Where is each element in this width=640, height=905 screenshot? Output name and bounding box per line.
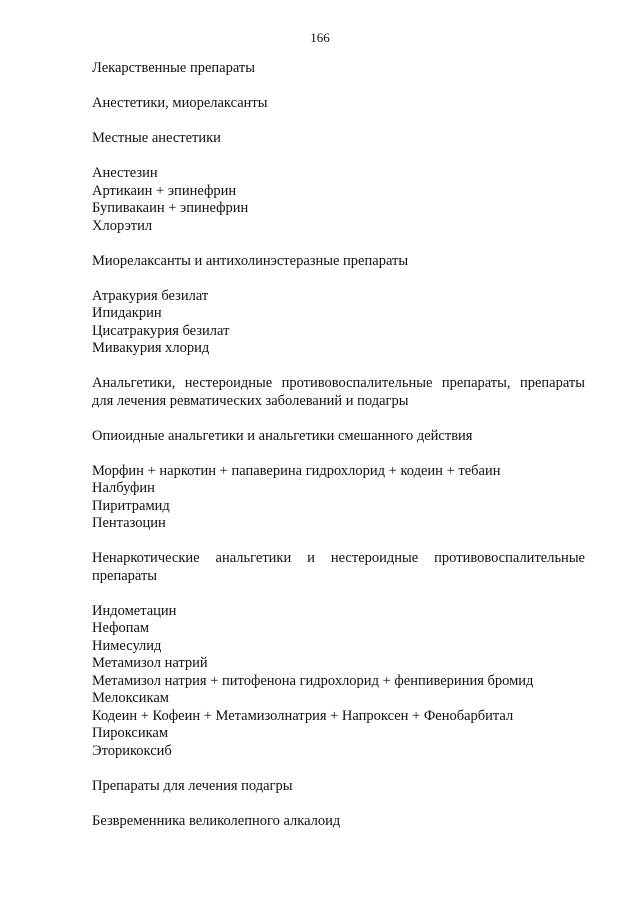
list-item: Анестезин: [92, 165, 158, 181]
heading-line: для лечения ревматических заболеваний и подагры: [92, 392, 409, 409]
section-heading-analgesics: [92, 375, 585, 410]
list-item: Ипидакрин: [92, 305, 162, 321]
opioids-list: [92, 463, 585, 533]
section-heading-nonnarcotic: [92, 550, 585, 585]
list-item: Пиритрамид: [92, 497, 170, 514]
list-item: Нимесулид: [92, 637, 162, 654]
list-item: Цисатракурия безилат: [92, 322, 230, 339]
page-number: 166: [310, 30, 330, 45]
section-heading-gout: Препараты для лечения подагры: [92, 777, 293, 794]
list-item: Атракурия безилат: [92, 287, 209, 304]
list-item: Бупивакаин + эпинефрин: [92, 200, 249, 216]
nonnarcotics-list: [92, 603, 585, 761]
list-item: Безвременника великолепного алкалоид: [92, 812, 341, 829]
muscle-relaxants-list: [92, 288, 585, 358]
local-anesthetics-list: [92, 165, 585, 235]
list-item: Хлорэтил: [92, 217, 153, 234]
gout-drugs-list: [92, 813, 585, 831]
section-heading-drugs: Лекарственные препараты: [92, 60, 256, 76]
list-item: Пироксикам: [92, 725, 169, 741]
list-item: Кодеин + Кофеин + Метамизолнатрия + Напроксен + Фенобарбитал: [92, 707, 514, 724]
section-heading-local-anesthetics: Местные анестетики: [92, 130, 221, 146]
list-item: Пентазоцин: [92, 515, 166, 531]
list-item: Мивакурия хлорид: [92, 340, 210, 356]
list-item: Артикаин + эпинефрин: [92, 182, 237, 199]
heading-line: Ненаркотические анальгетики и нестероидные противовоспалительные: [92, 550, 585, 566]
list-item: Эторикоксиб: [92, 742, 172, 759]
heading-line: препараты: [92, 567, 158, 584]
list-item: Налбуфин: [92, 480, 155, 496]
list-item: Нефопам: [92, 620, 150, 636]
list-item: Индометацин: [92, 602, 177, 619]
list-item: Мелоксикам: [92, 690, 169, 706]
list-item: Метамизол натрия + питофенона гидрохлорид + фенпивериния бромид: [92, 672, 534, 689]
section-heading-muscle-relaxants: Миорелаксанты и антихолинэстеразные препараты: [92, 252, 409, 269]
list-item: Метамизол натрий: [92, 655, 208, 671]
list-item: Морфин + наркотин + папаверина гидрохлорид + кодеин + тебаин: [92, 462, 501, 479]
section-heading-anesthetics: Анестетики, миорелаксанты: [92, 95, 268, 111]
document-body: [92, 60, 585, 830]
section-heading-opioids: Опиоидные анальгетики и анальгетики смешанного действия: [92, 427, 473, 444]
heading-line: Анальгетики, нестероидные противовоспалительные препараты, препараты: [92, 375, 585, 391]
